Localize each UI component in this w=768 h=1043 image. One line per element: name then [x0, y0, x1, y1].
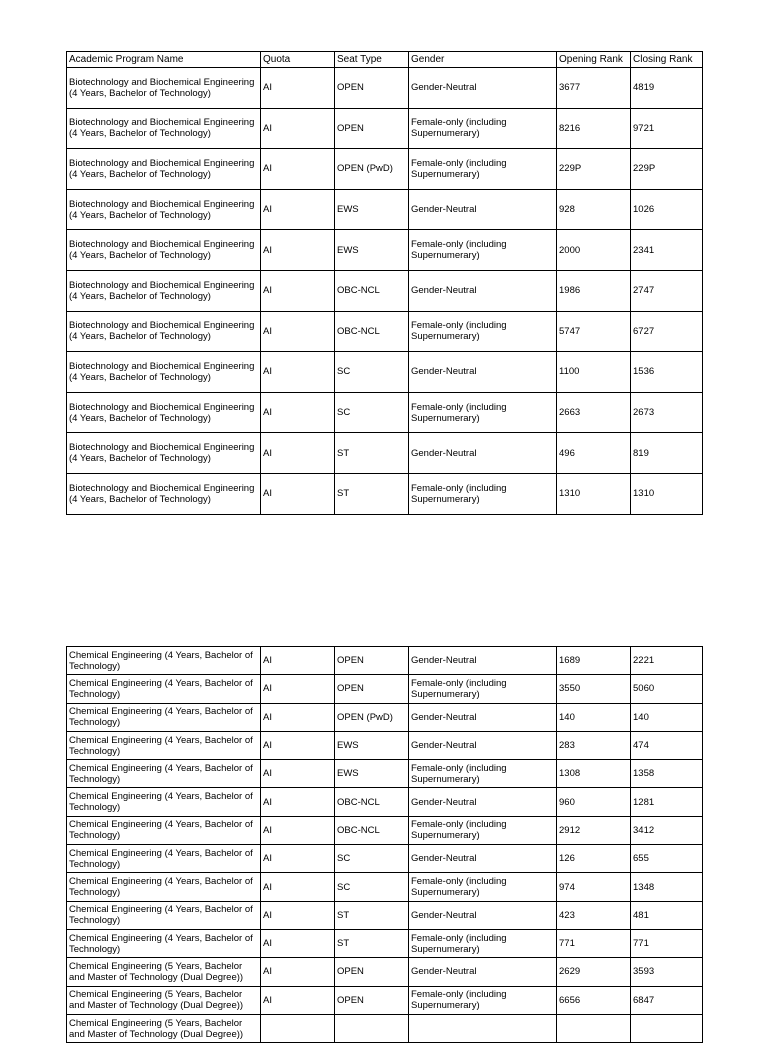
cell-opening-rank: 6656 — [557, 986, 631, 1014]
cell-seat-type: SC — [335, 352, 409, 393]
cell-seat-type — [335, 1014, 409, 1042]
cell-gender: Female-only (including Supernumerary) — [409, 392, 557, 433]
cell-gender: Gender-Neutral — [409, 731, 557, 759]
cell-opening-rank: 928 — [557, 189, 631, 230]
cell-seat-type: OPEN — [335, 647, 409, 675]
cell-quota: AI — [261, 901, 335, 929]
cell-program-name: Chemical Engineering (4 Years, Bachelor of Technology) — [67, 675, 261, 703]
cell-program-name: Chemical Engineering (5 Years, Bachelor and Master of Technology (Dual Degree)) — [67, 1014, 261, 1042]
cell-gender: Female-only (including Supernumerary) — [409, 929, 557, 957]
cell-quota: AI — [261, 270, 335, 311]
table-row — [67, 352, 703, 393]
cell-gender: Gender-Neutral — [409, 352, 557, 393]
cell-closing-rank: 4819 — [631, 68, 703, 109]
cell-gender: Female-only (including Supernumerary) — [409, 149, 557, 190]
header-seat-type: Seat Type — [335, 52, 409, 68]
cell-gender: Gender-Neutral — [409, 189, 557, 230]
cell-opening-rank: 1986 — [557, 270, 631, 311]
cell-seat-type: OPEN — [335, 108, 409, 149]
cell-program-name: Biotechnology and Biochemical Engineering (4 Years, Bachelor of Technology) — [67, 189, 261, 230]
cell-closing-rank: 1358 — [631, 760, 703, 788]
cell-opening-rank: 8216 — [557, 108, 631, 149]
table-row — [67, 703, 703, 731]
cell-seat-type: OPEN (PwD) — [335, 149, 409, 190]
table-row — [67, 731, 703, 759]
table-row — [67, 433, 703, 474]
cell-closing-rank: 229P — [631, 149, 703, 190]
cell-gender: Gender-Neutral — [409, 647, 557, 675]
cell-quota: AI — [261, 731, 335, 759]
table-row — [67, 760, 703, 788]
cell-program-name: Chemical Engineering (5 Years, Bachelor and Master of Technology (Dual Degree)) — [67, 986, 261, 1014]
table-row — [67, 873, 703, 901]
cell-opening-rank: 126 — [557, 845, 631, 873]
cell-opening-rank: 140 — [557, 703, 631, 731]
cell-seat-type: ST — [335, 929, 409, 957]
cell-quota: AI — [261, 311, 335, 352]
cell-program-name: Chemical Engineering (4 Years, Bachelor of Technology) — [67, 788, 261, 816]
cell-seat-type: ST — [335, 473, 409, 514]
table-row — [67, 986, 703, 1014]
cell-quota: AI — [261, 230, 335, 271]
cell-closing-rank: 474 — [631, 731, 703, 759]
cell-gender: Female-only (including Supernumerary) — [409, 816, 557, 844]
cell-opening-rank: 1100 — [557, 352, 631, 393]
table-row — [67, 788, 703, 816]
cell-gender: Female-only (including Supernumerary) — [409, 230, 557, 271]
table-row — [67, 270, 703, 311]
cutoff-table-chemical — [66, 646, 703, 1043]
cell-closing-rank: 6847 — [631, 986, 703, 1014]
header-program-name: Academic Program Name — [67, 52, 261, 68]
cell-seat-type: OPEN (PwD) — [335, 703, 409, 731]
cell-gender: Gender-Neutral — [409, 845, 557, 873]
table-header-row — [67, 52, 703, 68]
cell-gender: Female-only (including Supernumerary) — [409, 473, 557, 514]
cell-program-name: Chemical Engineering (4 Years, Bachelor of Technology) — [67, 760, 261, 788]
cell-closing-rank: 2221 — [631, 647, 703, 675]
table-row — [67, 108, 703, 149]
cell-gender: Female-only (including Supernumerary) — [409, 311, 557, 352]
cell-seat-type: EWS — [335, 731, 409, 759]
cell-closing-rank: 655 — [631, 845, 703, 873]
cell-opening-rank: 283 — [557, 731, 631, 759]
cell-seat-type: OBC-NCL — [335, 788, 409, 816]
cell-program-name: Biotechnology and Biochemical Engineering (4 Years, Bachelor of Technology) — [67, 352, 261, 393]
cell-quota: AI — [261, 647, 335, 675]
cell-quota: AI — [261, 189, 335, 230]
cell-closing-rank: 9721 — [631, 108, 703, 149]
cell-closing-rank: 819 — [631, 433, 703, 474]
cell-quota: AI — [261, 958, 335, 986]
cell-opening-rank: 974 — [557, 873, 631, 901]
cell-seat-type: OPEN — [335, 958, 409, 986]
cell-closing-rank — [631, 1014, 703, 1042]
cell-closing-rank: 1026 — [631, 189, 703, 230]
table-row — [67, 929, 703, 957]
table-row — [67, 392, 703, 433]
header-closing-rank: Closing Rank — [631, 52, 703, 68]
table-row — [67, 958, 703, 986]
cell-program-name: Chemical Engineering (4 Years, Bachelor of Technology) — [67, 845, 261, 873]
cell-program-name: Chemical Engineering (4 Years, Bachelor of Technology) — [67, 816, 261, 844]
cell-closing-rank: 1536 — [631, 352, 703, 393]
cell-program-name: Biotechnology and Biochemical Engineering (4 Years, Bachelor of Technology) — [67, 108, 261, 149]
cell-seat-type: EWS — [335, 230, 409, 271]
table-row — [67, 647, 703, 675]
cell-quota: AI — [261, 149, 335, 190]
cell-seat-type: SC — [335, 392, 409, 433]
cell-quota: AI — [261, 703, 335, 731]
cell-program-name: Chemical Engineering (4 Years, Bachelor of Technology) — [67, 647, 261, 675]
cell-closing-rank: 3593 — [631, 958, 703, 986]
cell-gender: Female-only (including Supernumerary) — [409, 986, 557, 1014]
cell-program-name: Biotechnology and Biochemical Engineering (4 Years, Bachelor of Technology) — [67, 473, 261, 514]
header-gender: Gender — [409, 52, 557, 68]
table-row — [67, 1014, 703, 1042]
header-opening-rank: Opening Rank — [557, 52, 631, 68]
cell-program-name: Chemical Engineering (4 Years, Bachelor of Technology) — [67, 929, 261, 957]
cell-opening-rank — [557, 1014, 631, 1042]
cell-quota: AI — [261, 986, 335, 1014]
cell-seat-type: OPEN — [335, 986, 409, 1014]
cell-closing-rank: 5060 — [631, 675, 703, 703]
cell-seat-type: OBC-NCL — [335, 816, 409, 844]
cell-opening-rank: 1689 — [557, 647, 631, 675]
cell-program-name: Biotechnology and Biochemical Engineering (4 Years, Bachelor of Technology) — [67, 392, 261, 433]
cell-quota — [261, 1014, 335, 1042]
cell-seat-type: OPEN — [335, 68, 409, 109]
cell-gender: Gender-Neutral — [409, 68, 557, 109]
cell-closing-rank: 1348 — [631, 873, 703, 901]
cell-program-name: Biotechnology and Biochemical Engineering (4 Years, Bachelor of Technology) — [67, 149, 261, 190]
cell-quota: AI — [261, 845, 335, 873]
cell-program-name: Chemical Engineering (4 Years, Bachelor of Technology) — [67, 901, 261, 929]
cell-gender: Gender-Neutral — [409, 703, 557, 731]
cell-quota: AI — [261, 760, 335, 788]
cell-closing-rank: 481 — [631, 901, 703, 929]
cell-opening-rank: 960 — [557, 788, 631, 816]
cell-closing-rank: 2673 — [631, 392, 703, 433]
cell-quota: AI — [261, 473, 335, 514]
cell-gender: Female-only (including Supernumerary) — [409, 760, 557, 788]
cell-closing-rank: 2747 — [631, 270, 703, 311]
table-row — [67, 816, 703, 844]
cell-closing-rank: 140 — [631, 703, 703, 731]
cell-closing-rank: 3412 — [631, 816, 703, 844]
cell-opening-rank: 3550 — [557, 675, 631, 703]
cell-seat-type: ST — [335, 433, 409, 474]
cell-quota: AI — [261, 352, 335, 393]
cell-program-name: Biotechnology and Biochemical Engineering (4 Years, Bachelor of Technology) — [67, 68, 261, 109]
table-row — [67, 845, 703, 873]
cell-gender — [409, 1014, 557, 1042]
cell-quota: AI — [261, 929, 335, 957]
table-row — [67, 473, 703, 514]
cutoff-table-biotechnology — [66, 51, 703, 515]
cell-opening-rank: 2912 — [557, 816, 631, 844]
header-quota: Quota — [261, 52, 335, 68]
cell-opening-rank: 2629 — [557, 958, 631, 986]
table-row — [67, 901, 703, 929]
cell-gender: Gender-Neutral — [409, 958, 557, 986]
cell-quota: AI — [261, 873, 335, 901]
cell-opening-rank: 1310 — [557, 473, 631, 514]
cell-quota: AI — [261, 392, 335, 433]
cell-gender: Gender-Neutral — [409, 901, 557, 929]
cell-seat-type: EWS — [335, 760, 409, 788]
cell-program-name: Biotechnology and Biochemical Engineering (4 Years, Bachelor of Technology) — [67, 270, 261, 311]
cell-seat-type: OBC-NCL — [335, 270, 409, 311]
cell-opening-rank: 1308 — [557, 760, 631, 788]
cell-quota: AI — [261, 816, 335, 844]
cell-program-name: Biotechnology and Biochemical Engineering (4 Years, Bachelor of Technology) — [67, 311, 261, 352]
cell-program-name: Chemical Engineering (5 Years, Bachelor and Master of Technology (Dual Degree)) — [67, 958, 261, 986]
cell-gender: Gender-Neutral — [409, 788, 557, 816]
cell-program-name: Biotechnology and Biochemical Engineering (4 Years, Bachelor of Technology) — [67, 433, 261, 474]
table-row — [67, 68, 703, 109]
cell-seat-type: SC — [335, 845, 409, 873]
cell-closing-rank: 1310 — [631, 473, 703, 514]
cell-quota: AI — [261, 68, 335, 109]
cell-quota: AI — [261, 433, 335, 474]
cell-gender: Gender-Neutral — [409, 433, 557, 474]
cell-gender: Gender-Neutral — [409, 270, 557, 311]
cell-seat-type: EWS — [335, 189, 409, 230]
cell-opening-rank: 5747 — [557, 311, 631, 352]
cell-opening-rank: 2000 — [557, 230, 631, 271]
cell-quota: AI — [261, 788, 335, 816]
cell-opening-rank: 229P — [557, 149, 631, 190]
cell-gender: Female-only (including Supernumerary) — [409, 873, 557, 901]
cell-seat-type: OBC-NCL — [335, 311, 409, 352]
cell-program-name: Chemical Engineering (4 Years, Bachelor of Technology) — [67, 703, 261, 731]
table-row — [67, 149, 703, 190]
cell-quota: AI — [261, 108, 335, 149]
cell-quota: AI — [261, 675, 335, 703]
cell-gender: Female-only (including Supernumerary) — [409, 108, 557, 149]
cell-opening-rank: 771 — [557, 929, 631, 957]
cell-opening-rank: 496 — [557, 433, 631, 474]
cell-program-name: Chemical Engineering (4 Years, Bachelor of Technology) — [67, 731, 261, 759]
table-row — [67, 311, 703, 352]
cell-closing-rank: 2341 — [631, 230, 703, 271]
cell-seat-type: ST — [335, 901, 409, 929]
table-row — [67, 675, 703, 703]
cell-closing-rank: 6727 — [631, 311, 703, 352]
cell-program-name: Biotechnology and Biochemical Engineering (4 Years, Bachelor of Technology) — [67, 230, 261, 271]
table-row — [67, 230, 703, 271]
cell-opening-rank: 2663 — [557, 392, 631, 433]
cell-opening-rank: 3677 — [557, 68, 631, 109]
cell-seat-type: SC — [335, 873, 409, 901]
cell-closing-rank: 1281 — [631, 788, 703, 816]
cell-gender: Female-only (including Supernumerary) — [409, 675, 557, 703]
cell-seat-type: OPEN — [335, 675, 409, 703]
table-row — [67, 189, 703, 230]
cell-opening-rank: 423 — [557, 901, 631, 929]
cell-program-name: Chemical Engineering (4 Years, Bachelor of Technology) — [67, 873, 261, 901]
cell-closing-rank: 771 — [631, 929, 703, 957]
